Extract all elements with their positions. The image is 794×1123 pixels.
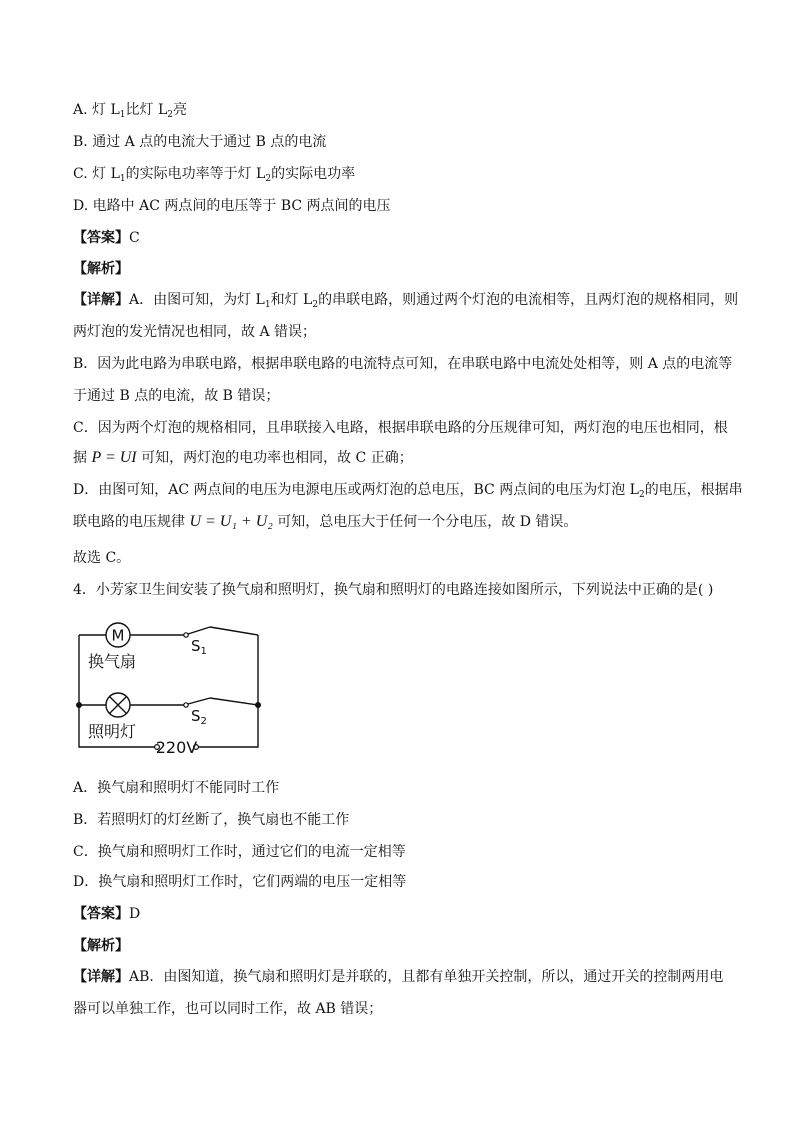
q3-option-d: D. 电路中 AC 两点间的电压等于 BC 两点间的电压 bbox=[73, 198, 391, 214]
q4-option-d: D．换气扇和照明灯工作时，它们两端的电压一定相等 bbox=[73, 874, 407, 890]
switch2-pivot bbox=[184, 703, 188, 707]
q3-detail-b-line2: 于通过 B 点的电流，故 B 错误； bbox=[73, 388, 280, 404]
circuit-diagram bbox=[70, 612, 270, 758]
switch1-label: $S_1$ bbox=[191, 637, 207, 657]
q3-conclusion: 故选 C。 bbox=[73, 550, 131, 566]
power-formula: P = UI bbox=[91, 449, 137, 466]
q4-detail-line1: 【详解】AB．由图知道，换气扇和照明灯是并联的，且都有单独开关控制，所以，通过开关的控制两用电 bbox=[73, 969, 724, 985]
q3-detail-c-line1: C．因为两个灯泡的规格相同，且串联接入电路，根据串联电路的分压规律可知，两灯泡的电压也相同，根 bbox=[73, 420, 728, 436]
switch2-blade bbox=[188, 698, 210, 704]
junction-left bbox=[76, 702, 82, 708]
switch2-label: $S_2$ bbox=[191, 707, 207, 727]
q3-option-a: A. 灯 $L_1$比灯 $L_2$亮 bbox=[73, 102, 187, 120]
q4-option-b: B．若照明灯的灯丝断了，换气扇也不能工作 bbox=[73, 812, 350, 828]
q3-detail-d-line1: D．由图可知，AC 两点间的电压为电源电压或两灯泡的总电压，BC 两点间的电压为灯泡 $L_2$的电压，根据串 bbox=[73, 482, 743, 500]
switch1-pivot bbox=[184, 633, 188, 637]
q4-analysis-tag: 【解析】 bbox=[73, 938, 129, 954]
q3-option-b: B. 通过 A 点的电流大于通过 B 点的电流 bbox=[73, 134, 327, 150]
q3-analysis-tag: 【解析】 bbox=[73, 261, 129, 277]
motor-symbol: M bbox=[111, 626, 125, 645]
junction-right bbox=[255, 702, 261, 708]
switch1-blade bbox=[188, 627, 210, 634]
q3-detail-a-line2: 两灯泡的发光情况也相同，故 A 错误； bbox=[73, 324, 317, 340]
q4-stem: 4．小芳家卫生间安装了换气扇和照明灯，换气扇和照明灯的电路连接如图所示，下列说法中正确的是( ) bbox=[73, 582, 714, 598]
q4-option-c: C．换气扇和照明灯工作时，通过它们的电流一定相等 bbox=[73, 844, 406, 860]
voltage-formula: U = U₁ + U₂ bbox=[189, 513, 273, 530]
q3-detail-b-line1: B．因为此电路为串联电路，根据串联电路的电流特点可知，在串联电路中电流处处相等，则 A 点的电流等 bbox=[73, 356, 733, 372]
lamp-icon bbox=[106, 693, 130, 717]
q4-option-a: A．换气扇和照明灯不能同时工作 bbox=[73, 780, 280, 796]
q3-answer: 【答案】C bbox=[73, 230, 140, 246]
q4-detail-line2: 器可以单独工作，也可以同时工作，故 AB 错误； bbox=[73, 1001, 383, 1017]
q3-option-c: C. 灯 $L_1$的实际电功率等于灯 $L_2$的实际电功率 bbox=[73, 166, 356, 184]
q4-answer: 【答案】D bbox=[73, 906, 141, 922]
fan-label: 换气扇 bbox=[88, 652, 137, 671]
q3-detail-d-line2: 联电路的电压规律 U = U₁ + U₂ 可知，总电压大于任何一个分电压，故 D 错误。 bbox=[73, 513, 578, 530]
supply-label: 220V bbox=[155, 738, 198, 757]
q3-detail-c-line2: 据 P = UI 可知，两灯泡的电功率也相同，故 C 正确； bbox=[73, 449, 413, 466]
lamp-label: 照明灯 bbox=[88, 722, 137, 741]
q3-detail-a-line1: 【详解】A．由图可知，为灯 $L_1$和灯 $L_2$的串联电路，则通过两个灯泡的电流相等，且两灯泡的规格相同，则 bbox=[73, 292, 739, 310]
